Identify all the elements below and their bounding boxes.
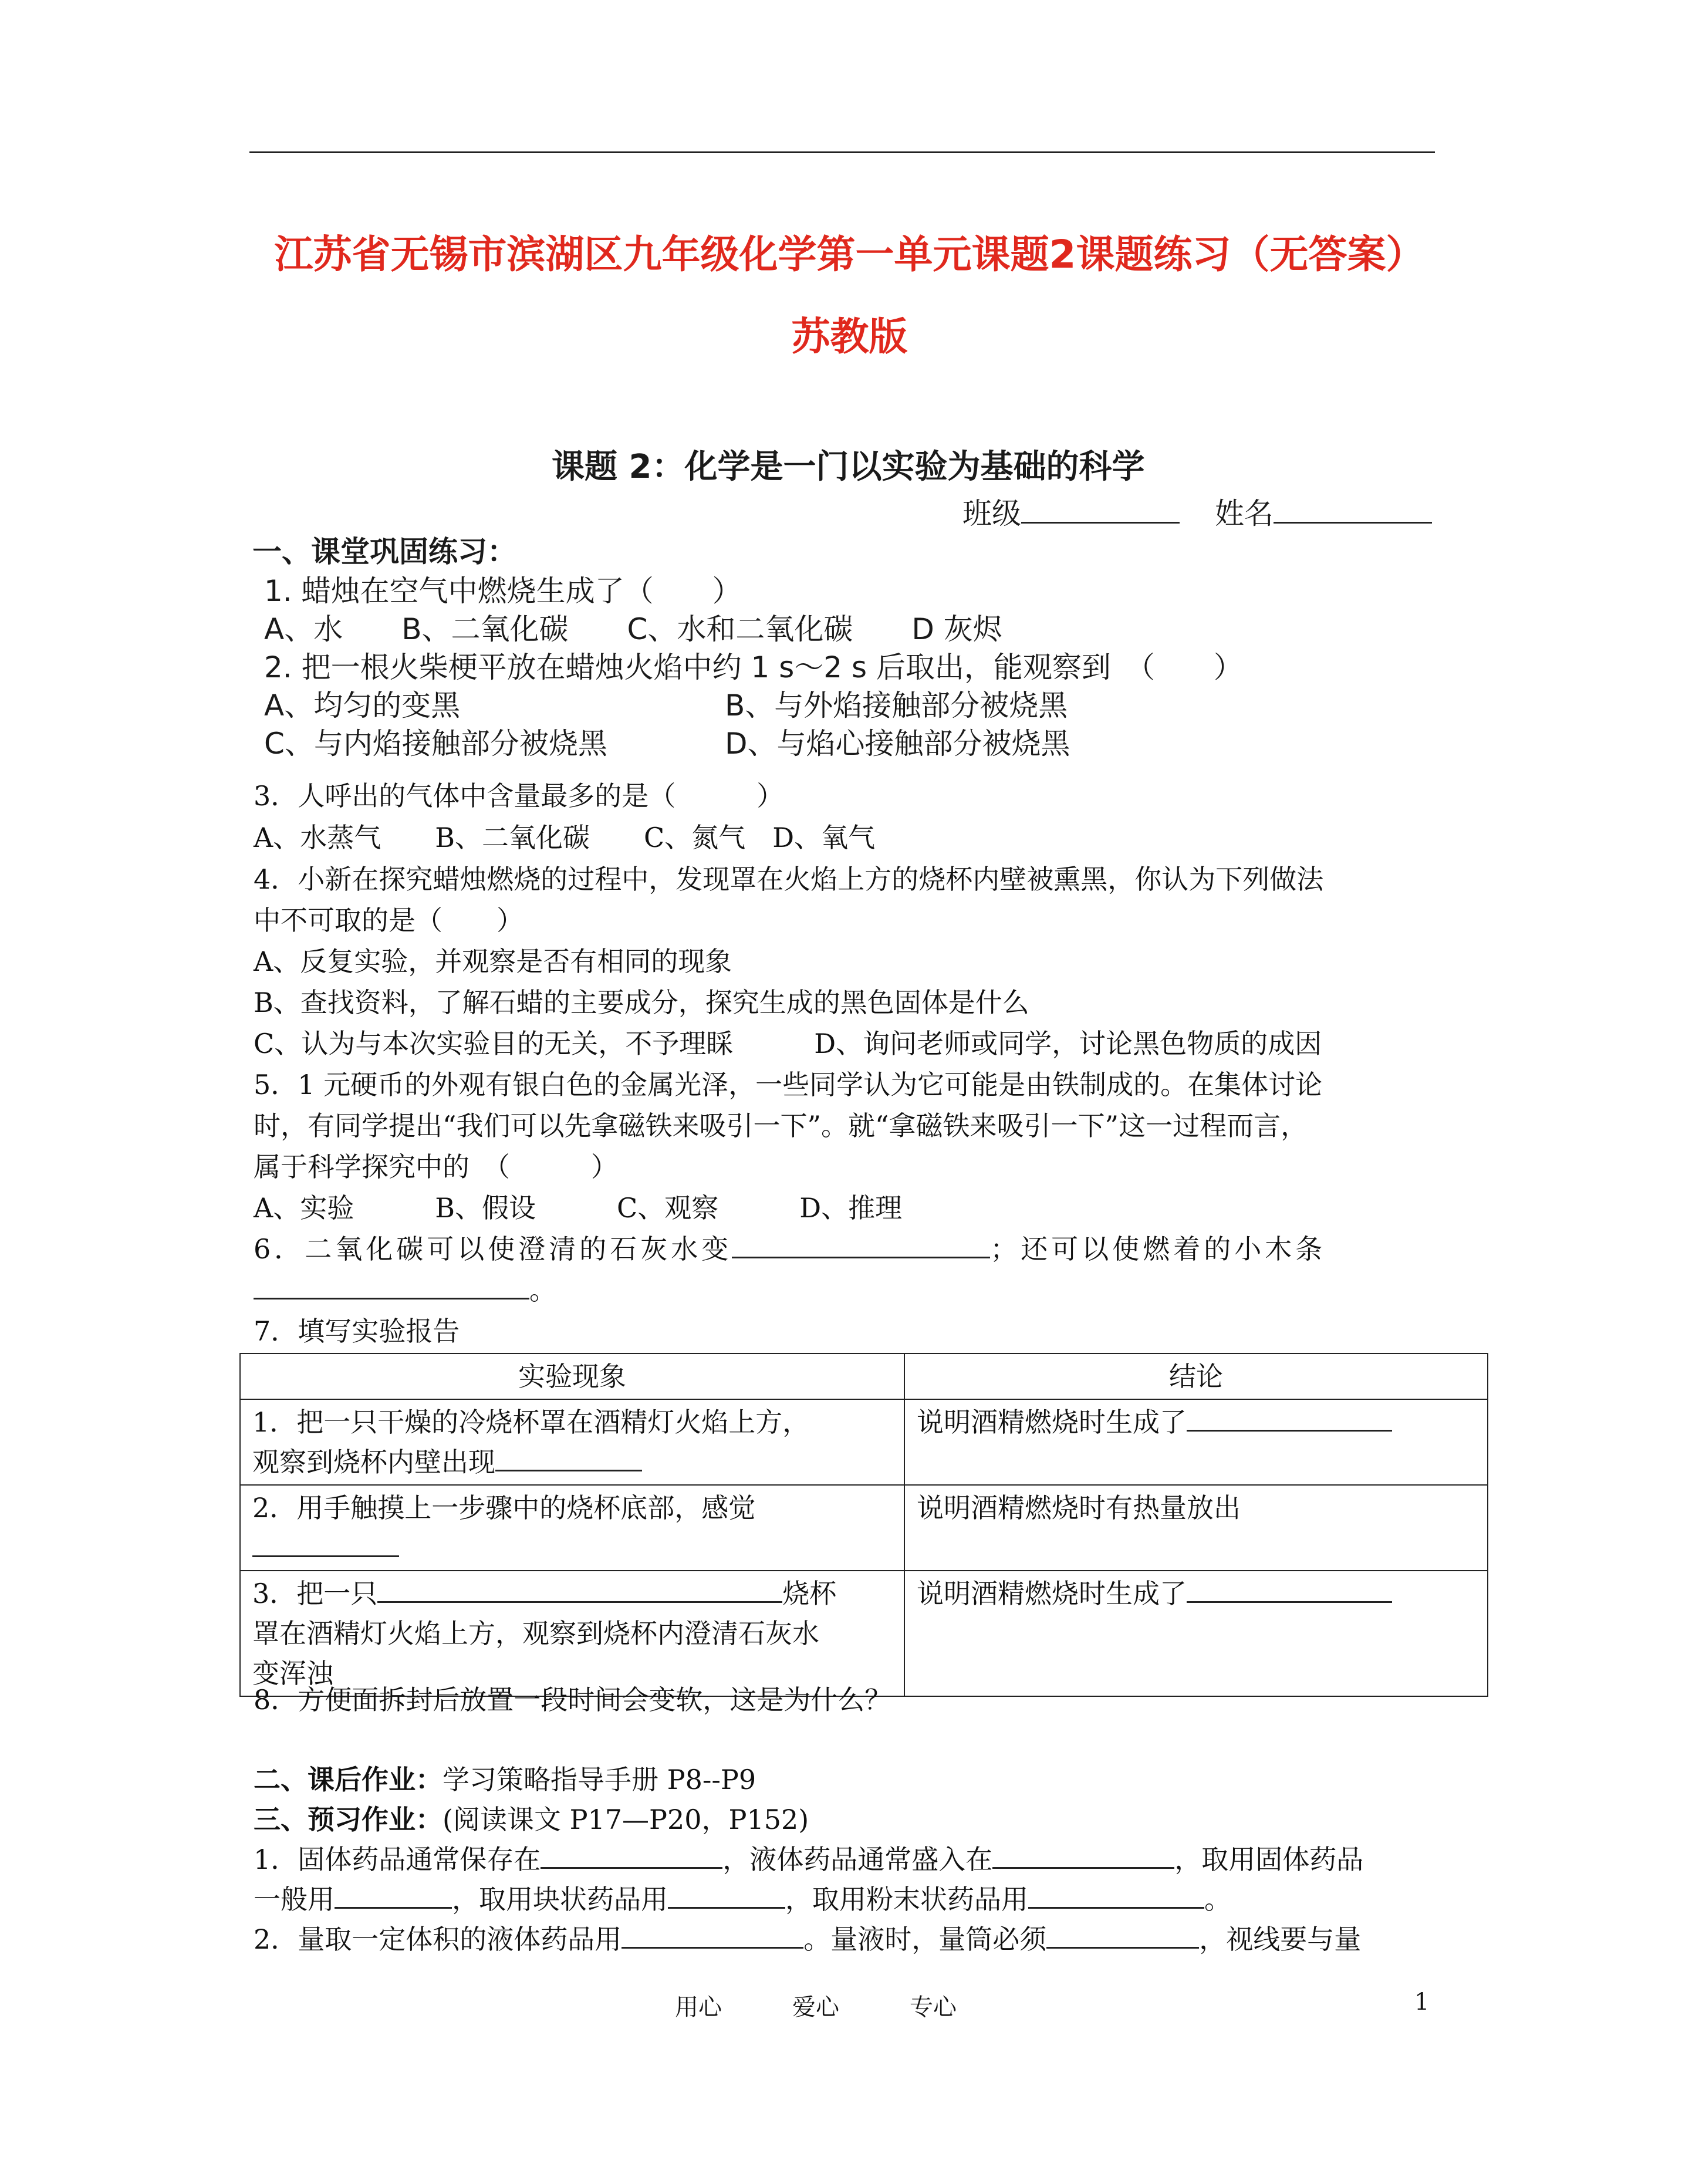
preview-1-text-e: ，取用块状药品用 (452, 1883, 668, 1915)
row-3-phenomenon-text-b: 烧杯 (782, 1578, 837, 1609)
table-row (240, 1399, 1488, 1485)
question-2-option-d: D、与焰心接触部分被烧黑 (725, 727, 1070, 761)
name-label: 姓名 (1215, 497, 1274, 531)
row-3-phenomenon-line-1 (252, 1574, 892, 1613)
question-6-text-a: 6．二氧化碳可以使澄清的石灰水变 (254, 1233, 732, 1265)
question-4-option-b: B、查找资料，了解石蜡的主要成分，探究生成的黑色固体是什么 (254, 987, 1029, 1018)
row-3-conclusion-blank (1187, 1601, 1392, 1603)
preview-question-1-line-2 (254, 1879, 1231, 1919)
row-3-phenomenon-line-2: 罩在酒精灯火焰上方，观察到烧杯内澄清石灰水 (252, 1618, 819, 1649)
section-3-text: (阅读课文 P17—P20，P152) (443, 1804, 809, 1835)
row-3-phenomenon-text-a: 3．把一只 (252, 1578, 378, 1609)
question-6-blank-2 (254, 1298, 529, 1299)
section-3 (254, 1800, 809, 1839)
question-4-options-cd: C、认为与本次实验目的无关，不予理睬 D、询问老师或同学，讨论黑色物质的成因 (254, 1028, 1322, 1059)
row-1-conclusion-text: 说明酒精燃烧时生成了 (917, 1406, 1187, 1438)
preview-1-blank-4 (668, 1907, 785, 1909)
row-2-phenomenon-line-2 (252, 1528, 892, 1568)
question-2: 2. 把一根火柴梗平放在蜡烛火焰中约 1 s～2 s 后取出，能观察到 （ ） (264, 650, 1243, 684)
name-field (1215, 490, 1432, 532)
preview-question-2-line-1 (254, 1919, 1361, 1959)
question-8: 8．方便面拆封后放置一段时间会变软，这是为什么？ (254, 1684, 892, 1716)
question-4-line-1: 4．小新在探究蜡烛燃烧的过程中，发现罩在火焰上方的烧杯内壁被熏黑，你认为下列做法 (254, 863, 1324, 895)
row-1-phenomenon-line-1: 1．把一只干燥的冷烧杯罩在酒精灯火焰上方， (252, 1406, 810, 1438)
preview-2-blank-2 (1046, 1947, 1199, 1949)
question-6-line-2 (254, 1270, 556, 1310)
table-row (240, 1485, 1488, 1571)
question-1: 1. 蜡烛在空气中燃烧生成了（ ） (264, 574, 742, 608)
question-6-blank-1 (732, 1257, 990, 1258)
footer-motto: 用心 爱心 专心 (675, 1994, 957, 2021)
preview-1-blank-3 (335, 1907, 452, 1909)
preview-2-text-b: 。量液时，量筒必须 (803, 1923, 1047, 1955)
row-1-phenomenon-text: 观察到烧杯内壁出现 (252, 1446, 495, 1478)
question-2-option-a: A、均匀的变黑 (264, 688, 461, 723)
preview-2-blank-1 (621, 1947, 803, 1949)
question-5-line-2: 时，有同学提出“我们可以先拿磁铁来吸引一下”。就“拿磁铁来吸引一下”这一过程而言， (254, 1110, 1308, 1142)
class-label: 班级 (962, 497, 1021, 531)
question-5-options: A、实验 B、假设 C、观察 D、推理 (254, 1192, 903, 1224)
question-5-line-3: 属于科学探究中的 （ ） (254, 1151, 618, 1183)
experiment-report-table (239, 1353, 1488, 1697)
page-number: 1 (1414, 1989, 1430, 2016)
preview-1-text-f: ，取用粉末状药品用 (785, 1883, 1028, 1915)
row-1-conclusion (904, 1399, 1488, 1485)
name-blank (1274, 522, 1432, 524)
row-2-phenomenon-line-1: 2．用手触摸上一步骤中的烧杯底部，感觉 (252, 1492, 756, 1524)
section-1-heading: 一、课堂巩固练习： (252, 535, 516, 569)
section-3-label: 三、预习作业： (254, 1804, 443, 1835)
preview-1-text-d: 一般用 (254, 1883, 335, 1915)
row-1-conclusion-blank (1187, 1430, 1392, 1432)
row-3-conclusion-text: 说明酒精燃烧时生成了 (917, 1578, 1187, 1609)
question-2-option-b: B、与外焰接触部分被烧黑 (725, 688, 1068, 723)
preview-2-text-a: 2．量取一定体积的液体药品用 (254, 1923, 622, 1955)
row-2-phenomenon (240, 1485, 904, 1571)
table-header-row (240, 1353, 1488, 1399)
row-3-phenomenon (240, 1571, 904, 1696)
question-6-line-1 (254, 1229, 1326, 1269)
section-2 (254, 1760, 756, 1800)
table-row (240, 1571, 1488, 1696)
preview-1-text-c: ，取用固体药品 (1174, 1844, 1364, 1875)
preview-1-text-b: ，液体药品通常盛入在 (722, 1844, 993, 1875)
row-2-conclusion: 说明酒精燃烧时有热量放出 (904, 1485, 1488, 1571)
document-title: 江苏省无锡市滨湖区九年级化学第一单元课题2课题练习（无答案） (274, 232, 1425, 277)
preview-1-blank-2 (992, 1867, 1174, 1869)
header-conclusion: 结论 (904, 1353, 1488, 1399)
question-3-options: A、水蒸气 B、二氧化碳 C、氮气 D、氧气 (254, 822, 876, 853)
section-2-text: 学习策略指导手册 P8--P9 (443, 1764, 756, 1795)
row-1-phenomenon (240, 1399, 904, 1485)
row-1-phenomenon-blank (495, 1470, 642, 1471)
row-3-phenomenon-blank (377, 1601, 782, 1603)
preview-1-blank-1 (541, 1867, 722, 1869)
question-1-options: A、水 B、二氧化碳 C、水和二氧化碳 D 灰烬 (264, 612, 1002, 646)
question-3: 3．人呼出的气体中含量最多的是（ ） (254, 780, 784, 812)
question-6-end: 。 (529, 1274, 556, 1306)
row-2-phenomenon-blank (252, 1555, 399, 1557)
question-5-line-1: 5．1 元硬币的外观有银白色的金属光泽，一些同学认为它可能是由铁制成的。在集体讨论 (254, 1069, 1323, 1101)
row-3-phenomenon-line-3: 变浑浊 (252, 1658, 333, 1689)
question-6-text-b: ；还可以使燃着的小木条 (990, 1233, 1326, 1265)
preview-2-text-c: ，视线要与量 (1199, 1923, 1362, 1955)
section-2-label: 二、课后作业： (254, 1764, 443, 1795)
header-rule (249, 151, 1435, 153)
class-blank (1021, 522, 1180, 524)
preview-1-text-a: 1．固体药品通常保存在 (254, 1844, 541, 1875)
preview-question-1-line-1 (254, 1839, 1363, 1879)
class-field (962, 490, 1180, 532)
row-1-phenomenon-line-2 (252, 1442, 892, 1482)
lesson-heading: 课题 2：化学是一门以实验为基础的科学 (552, 448, 1145, 486)
row-3-conclusion (904, 1571, 1488, 1696)
preview-1-blank-5 (1028, 1907, 1204, 1909)
document-subtitle: 苏教版 (791, 314, 908, 359)
preview-1-text-g: 。 (1204, 1883, 1231, 1915)
scanned-excerpt (252, 431, 1491, 760)
question-4-line-2: 中不可取的是（ ） (254, 904, 523, 936)
question-7: 7．填写实验报告 (254, 1315, 460, 1347)
question-4-option-a: A、反复实验，并观察是否有相同的现象 (254, 946, 732, 977)
question-2-option-c: C、与内焰接触部分被烧黑 (264, 727, 607, 761)
header-phenomenon: 实验现象 (240, 1353, 904, 1399)
